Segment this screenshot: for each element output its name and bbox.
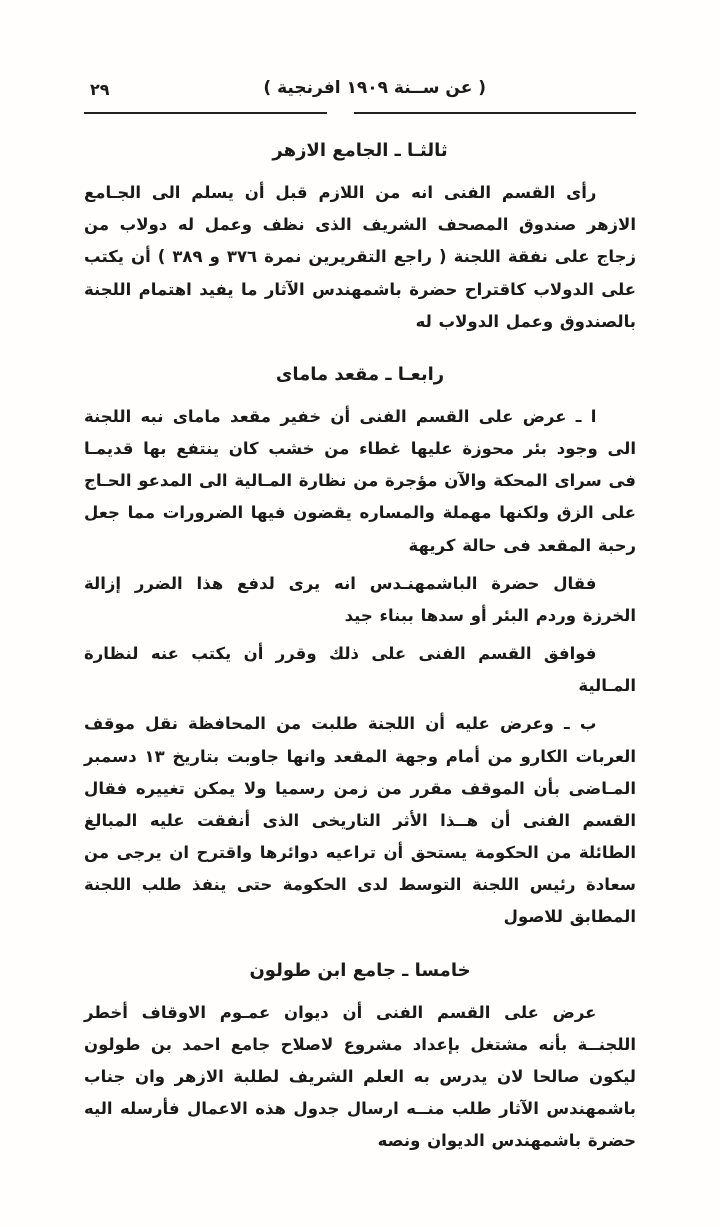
header-title: ( عن ســنة ١٩٠٩ افرنجية ) xyxy=(263,78,486,98)
paragraph: فقال حضرة الباشمهنـدس انه يرى لدفع هذا الضرر إزالة الخرزة وردم البئر أو سدها ببناء جيد xyxy=(84,573,636,625)
section-fifth-ibn-tulun-mosque xyxy=(84,960,636,1158)
header-rule-right-segment xyxy=(354,112,636,114)
header-rule-left-segment xyxy=(84,112,327,114)
document-body xyxy=(84,140,636,1157)
section-fourth-mamay-maqad xyxy=(84,364,636,934)
section-heading: رابعـا ـ مقعد ماماى xyxy=(275,363,445,385)
section-heading: ثالثـا ـ الجامع الازهر xyxy=(272,140,448,161)
paragraph-item-b: ب ـ وعرض عليه أن اللجنة طلبت من المحافظة نقل موقف العربات الكارو من أمام وجهة المقعد وانها جاوبت بتاريخ ١٣ دسمبر المـاضى بأن الموقف مقرر من زمن رسميا ولا يمكن تغييره فقال القسم الفنى أن هــذا الأثر التاريخى الذى أنفقت عليه المبالغ الطائلة من الحكومة يستحق أن تراعيه دوائرها واقترح ان يرجى من سعادة رئيس اللجنة التوسط لدى الحكومة حتى ينفذ طلب اللجنة المطابق للاصول xyxy=(84,714,637,927)
section-third-al-azhar-mosque xyxy=(84,140,636,338)
paragraph: فوافق القسم الفنى على ذلك وقرر أن يكتب عنه لنظارة المـالية xyxy=(84,644,636,696)
paragraph: عرض على القسم الفنى أن ديوان عمـوم الاوقاف أخطر اللجنــة بأنه مشتغل بإعداد مشروع لاصلاح جامع احمد بن طولون ليكون صالحا لان يدرس به العلم الشريف لطلبة الازهر وان جناب باشمهندس الآثار طلب منــه ارسال جدول هذه الاعمال فأرسله اليه حضرة باشمهندس الديوان ونصه xyxy=(84,1002,636,1151)
header-rule xyxy=(84,112,636,114)
page-number: ٢٩ xyxy=(90,80,110,99)
paragraph-item-a: ا ـ عرض على القسم الفنى أن خفير مقعد ماماى نبه اللجنة الى وجود بئر محوزة عليها غطاء من خشب كان ينتفع بها قديمـا فى سراى المحكة والآن مؤجرة من نظارة المـالية الى المدعو الحـاج على الزق ولكنها مهملة والمساره يقضون فيها الضرورات مما جعل رحبة المقعد فى حالة كريهة xyxy=(84,406,636,555)
page-header xyxy=(84,78,636,108)
paragraph: رأى القسم الفنى انه من اللازم قبل أن يسلم الى الجـامع الازهر صندوق المصحف الشريف الذى نظف وعمل له دولاب من زجاج على نفقة اللجنة ( راجع التقريرين نمرة ٣٧٦ و ٣٨٩ ) أن يكتب على الدولاب كاقتراح حضرة باشمهندس الآثار ما يفيد اهتمام اللجنة بالصندوق وعمل الدولاب له xyxy=(84,183,637,331)
section-heading: خامسا ـ جامع ابن طولون xyxy=(249,959,471,981)
